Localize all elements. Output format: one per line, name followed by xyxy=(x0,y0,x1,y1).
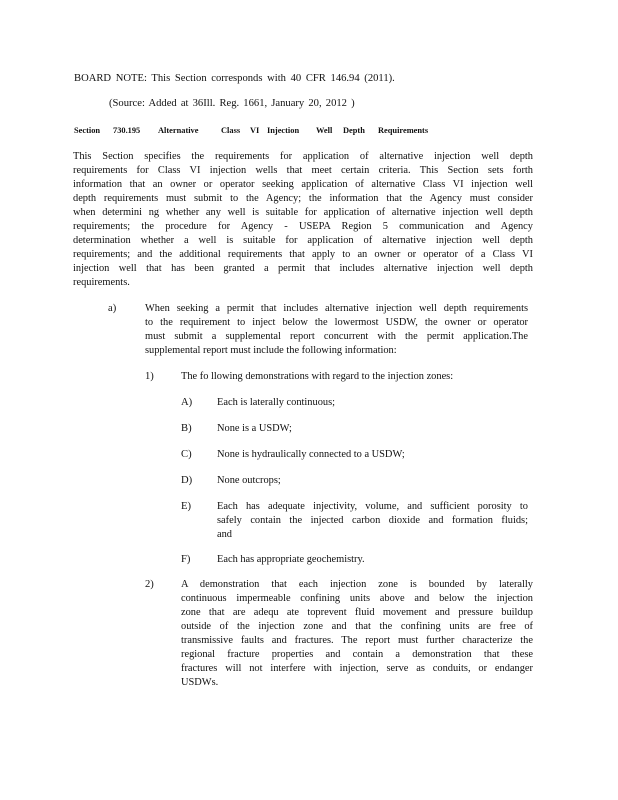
sub-item-line: None is hydraulically connected to a USDW; xyxy=(217,449,405,460)
intro-line: requirements; and the additional requirements that apply to an owner or operator of a Class VI xyxy=(73,249,533,260)
sub-item-c-text xyxy=(217,448,497,462)
sub-item-line: and xyxy=(217,529,233,540)
sub-item-d-text xyxy=(217,474,497,488)
heading-word-depth: Depth xyxy=(343,126,365,135)
intro-line: when determini ng whether any well is suitable for application of alternative injection well depth xyxy=(73,207,533,218)
heading-word-requirements: Requirements xyxy=(378,126,429,135)
sub-item-a-text xyxy=(217,396,497,410)
item-1-line: The fo llowing demonstrations with regard to the injection zones: xyxy=(181,371,454,382)
sub-item-c-marker: C) xyxy=(181,449,192,460)
intro-paragraph xyxy=(73,150,533,290)
heading-section: Section xyxy=(74,126,101,135)
item-a-text xyxy=(145,302,528,358)
item-2-text xyxy=(181,578,533,690)
item-a-line: to the requirement to inject below the lowermost USDW, the owner or operator xyxy=(145,317,528,328)
item-2-line: transmissive faults and fractures. The report must further characterize the xyxy=(181,635,533,646)
item-a-line: supplemental report must include the following information: xyxy=(145,345,397,356)
sub-item-f-text xyxy=(217,553,497,567)
source-note: (Source: Added at 36Ill. Reg. 1661, January 20, 2012 ) xyxy=(109,98,355,109)
intro-line: determination whether a well is suitable for application of alternative injection well depth xyxy=(73,235,533,246)
board-note: BOARD NOTE: This Section corresponds with 40 CFR 146.94 (2011). xyxy=(74,73,395,84)
intro-line: requirements; the procedure for Agency - USEPA Region 5 communication and Agency xyxy=(73,221,533,232)
intro-line: injection well that has been granted a permit that includes alternative injection well depth xyxy=(73,263,533,274)
sub-item-b-marker: B) xyxy=(181,423,192,434)
sub-item-f-marker: F) xyxy=(181,554,191,565)
sub-item-line: Each is laterally continuous; xyxy=(217,397,336,408)
heading-word-class: Class xyxy=(221,126,241,135)
heading-word-injection: Injection xyxy=(267,126,300,135)
item-2-line: A demonstration that each injection zone is bounded by laterally xyxy=(181,579,533,590)
item-a-line: When seeking a permit that includes alternative injection well depth requirements xyxy=(145,303,528,314)
sub-item-d-marker: D) xyxy=(181,475,193,486)
heading-word-vi: VI xyxy=(250,126,260,135)
item-2-line: zone that are adequ ate toprevent fluid movement and pressure buildup xyxy=(181,607,533,618)
sub-item-e-marker: E) xyxy=(181,501,191,512)
heading-word-well: Well xyxy=(316,126,333,135)
sub-item-b-text xyxy=(217,422,497,436)
item-2-marker: 2) xyxy=(145,579,154,590)
sub-item-line: Each has adequate injectivity, volume, and sufficient porosity to xyxy=(217,501,528,512)
sub-item-line: None is a USDW; xyxy=(217,423,292,434)
intro-line: information that an owner or operator seeking application of alternative Class VI injection well xyxy=(73,179,533,190)
intro-line: requirements. xyxy=(73,277,130,288)
sub-item-line: Each has appropriate geochemistry. xyxy=(217,554,365,565)
intro-line: depth requirements must submit to the Agency; the information that the Agency must consider xyxy=(73,193,533,204)
item-2-line: regional fracture properties and contain a demonstration that these xyxy=(181,649,533,660)
item-1-text xyxy=(181,370,481,384)
heading-word-alternative: Alternative xyxy=(158,126,199,135)
item-2-line: USDWs. xyxy=(181,677,219,688)
intro-line: This Section specifies the requirements for application of alternative injection well depth xyxy=(73,151,533,162)
sub-item-line: None outcrops; xyxy=(217,475,281,486)
item-2-line: fractures will not interfere with injection, serve as conduits, or endanger xyxy=(181,663,533,674)
item-2-line: outside of the injection zone and that the confining units are free of xyxy=(181,621,533,632)
item-1-marker: 1) xyxy=(145,371,154,382)
sub-item-line: safely contain the injected carbon dioxide and formation fluids; xyxy=(217,515,528,526)
sub-item-e-text xyxy=(217,500,528,542)
heading-number: 730.195 xyxy=(113,126,141,135)
item-a-marker: a) xyxy=(108,303,117,314)
item-2-line: continuous impermeable confining units above and below the injection xyxy=(181,593,533,604)
sub-item-a-marker: A) xyxy=(181,397,193,408)
intro-line: requirements for Class VI injection wells that meet certain criteria. This Section sets forth xyxy=(73,165,533,176)
item-a-line: must submit a supplemental report concurrent with the permit application.The xyxy=(145,331,528,342)
